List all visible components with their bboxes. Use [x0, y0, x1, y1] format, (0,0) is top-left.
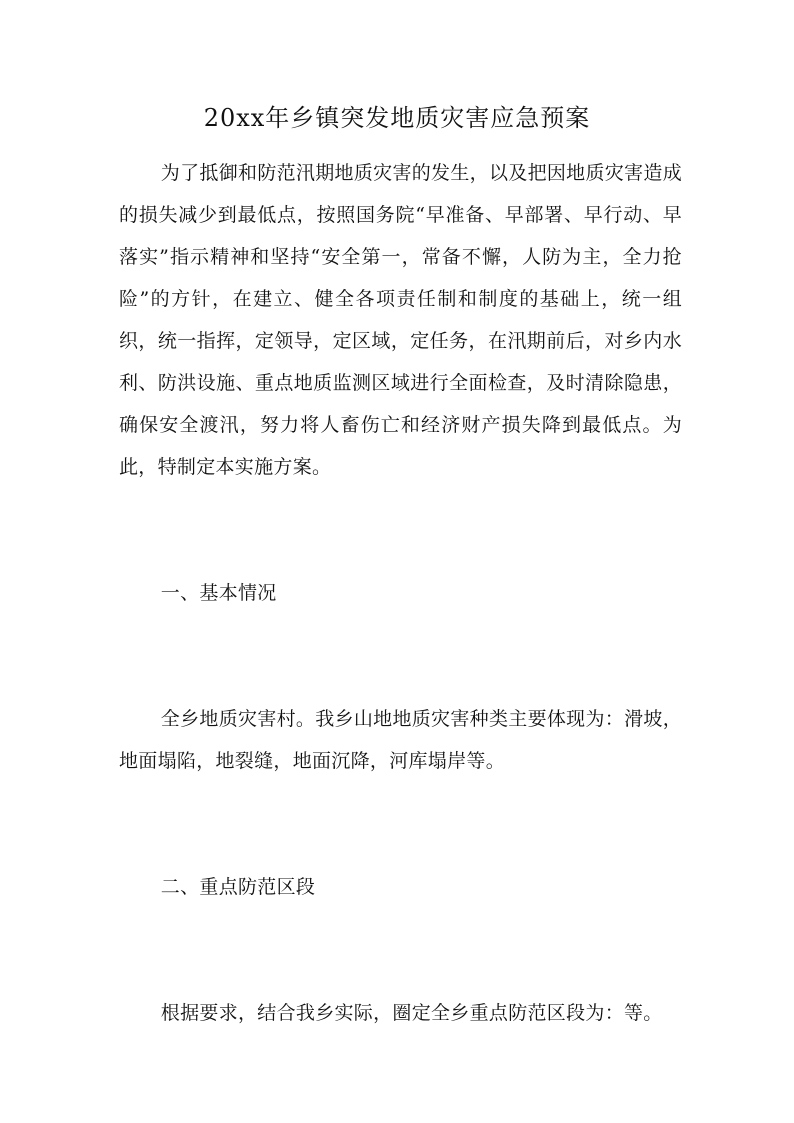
- section-paragraph-basic-situation: 全乡地质灾害村。我乡山地地质灾害种类主要体现为：滑坡，地面塌陷，地裂缝，地面沉降，河库塌岸等。: [119, 708, 682, 772]
- document-body: [119, 152, 682, 1034]
- spacer: [119, 908, 682, 992]
- spacer: [119, 614, 682, 698]
- section-heading-basic-situation: 一、基本情况: [160, 582, 277, 604]
- document-title: 20xx年乡镇突发地质灾害应急预案: [203, 104, 591, 132]
- intro-paragraph: 为了抵御和防范汛期地质灾害的发生，以及把因地质灾害造成的损失减少到最低点，按照国务院“早准备、早部署、早行动、早落实”指示精神和坚持“安全第一，常备不懈，人防为主，全力抢险”的方针，在建立、健全各项责任制和制度的基础上，统一组织，统一指挥，定领导，定区域，定任务，在汛期前后，对乡内水利、防洪设施、重点地质监测区域进行全面检查，及时清除隐患，确保安全渡汛，努力将人畜伤亡和经济财产损失降到最低点。为此，特制定本实施方案。: [119, 162, 682, 478]
- section-heading-key-areas: 二、重点防范区段: [160, 876, 316, 898]
- spacer: [119, 782, 682, 866]
- section-paragraph-key-areas: 根据要求，结合我乡实际，圈定全乡重点防范区段为：等。: [160, 1002, 663, 1024]
- spacer: [119, 488, 682, 572]
